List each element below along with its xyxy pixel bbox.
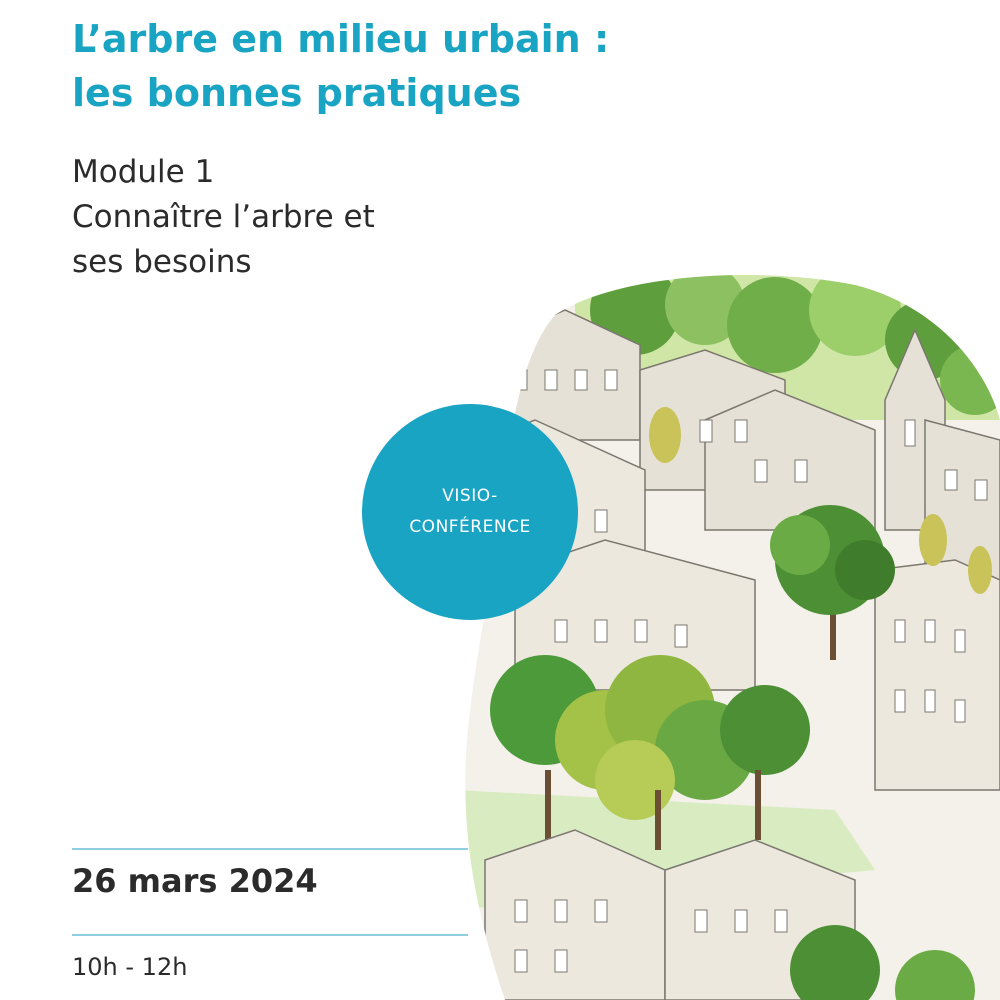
divider-top <box>72 848 468 850</box>
divider-bottom <box>72 934 468 936</box>
title-line-2: les bonnes pratiques <box>72 71 522 115</box>
urban-trees-illustration <box>455 270 1000 1000</box>
module-number: Module 1 <box>72 154 215 190</box>
title-line-1: L’arbre en milieu urbain : <box>72 17 610 61</box>
badge-line-2: CONFÉRENCE <box>409 517 531 537</box>
visio-conference-badge <box>362 404 578 620</box>
module-topic-line-2: ses besoins <box>72 244 252 280</box>
module-topic-line-1: Connaître l’arbre et <box>72 199 375 235</box>
badge-line-1: VISIO- <box>442 486 498 506</box>
module-subtitle <box>72 150 492 285</box>
event-time: 10h - 12h <box>72 953 188 981</box>
page-title <box>72 12 712 120</box>
event-date: 26 mars 2024 <box>72 862 318 900</box>
